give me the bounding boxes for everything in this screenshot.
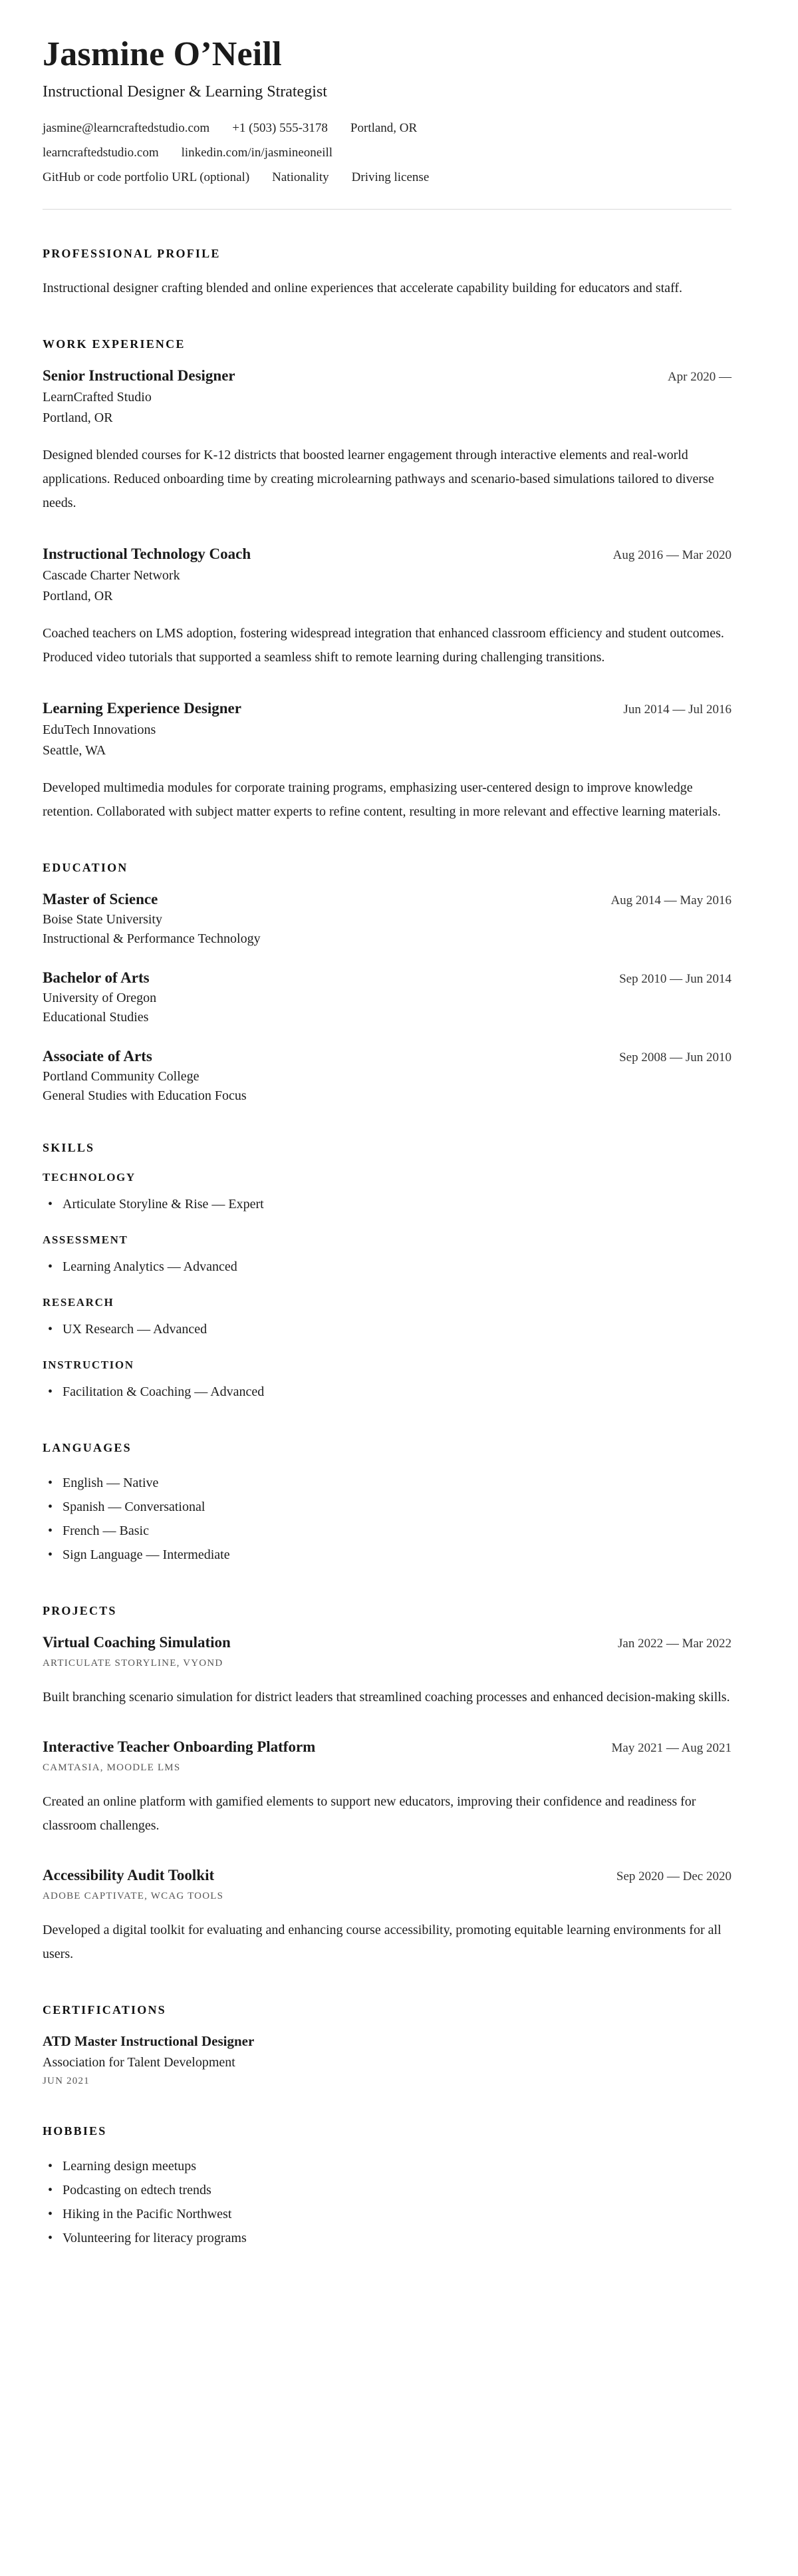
education-entry-head [43, 969, 732, 987]
education-entry [43, 1048, 732, 1104]
hobby-item: • Hiking in the Pacific Northwest [43, 2202, 732, 2226]
language-item: • Spanish — Conversational [43, 1495, 732, 1519]
job-entry-head [43, 367, 732, 385]
skill-item: • Facilitation & Coaching — Advanced [43, 1380, 732, 1404]
project-date: May 2021 — Aug 2021 [611, 1741, 732, 1755]
job-company: EduTech Innovations [43, 723, 156, 737]
field-of-study: Educational Studies [43, 1010, 149, 1025]
job-description: Coached teachers on LMS adoption, fostering widespread integration that enhanced classroom efficiency and student outcomes. Produced video tutorials that supported a seamless shift to remote learning during challenging transitions. [43, 626, 724, 665]
project-description: Developed a digital toolkit for evaluating and enhancing course accessibility, promoting equitable learning environments for all users. [43, 1923, 722, 1961]
degree-title: Associate of Arts [43, 1048, 152, 1064]
project-tools: ARTICULATE STORYLINE, VYOND [43, 1658, 223, 1669]
contact-location: Portland, OR [350, 121, 418, 135]
education-entry [43, 969, 732, 1025]
skill-item: • Articulate Storyline & Rise — Expert [43, 1192, 732, 1216]
project-entry-head [43, 1738, 732, 1756]
education-entry [43, 891, 732, 947]
project-entry-head [43, 1867, 732, 1884]
hobby-item: • Learning design meetups [43, 2154, 732, 2178]
contact-email: jasmine@learncraftedstudio.com [43, 121, 210, 135]
contact-phone: +1 (503) 555-3178 [232, 121, 328, 135]
certification-title: ATD Master Instructional Designer [43, 2033, 255, 2049]
profile-text: Instructional designer crafting blended and online experiences that accelerate capability building for educators and staff. [43, 281, 683, 295]
contact-driving-license-placeholder: Driving license [351, 170, 430, 184]
contact-website: learncraftedstudio.com [43, 146, 159, 160]
skill-group [43, 1233, 732, 1279]
certification-org: Association for Talent Development [43, 2055, 235, 2070]
hobby-item: • Volunteering for literacy programs [43, 2226, 732, 2250]
language-item: • English — Native [43, 1471, 732, 1495]
project-entry [43, 1867, 732, 1966]
section-heading-work: WORK EXPERIENCE [43, 337, 186, 351]
job-company: LearnCrafted Studio [43, 390, 152, 404]
skill-group [43, 1296, 732, 1341]
section-work-experience [43, 337, 732, 824]
skill-group-name: TECHNOLOGY [43, 1171, 136, 1184]
skill-list [43, 1192, 732, 1216]
section-heading-languages: LANGUAGES [43, 1441, 132, 1454]
project-date: Jan 2022 — Mar 2022 [618, 1637, 732, 1651]
candidate-name: Jasmine O’Neill [43, 35, 282, 73]
job-title: Learning Experience Designer [43, 700, 241, 717]
job-title: Senior Instructional Designer [43, 367, 235, 384]
language-item: • French — Basic [43, 1519, 732, 1543]
language-list [43, 1471, 732, 1567]
contact-portfolio-placeholder: GitHub or code portfolio URL (optional) [43, 170, 250, 184]
job-entry [43, 700, 732, 824]
section-heading-education: EDUCATION [43, 861, 128, 874]
project-tools: CAMTASIA, MOODLE LMS [43, 1762, 181, 1773]
skill-list [43, 1255, 732, 1279]
education-date: Sep 2010 — Jun 2014 [619, 972, 732, 986]
resume-header [43, 35, 732, 210]
skill-group-name: ASSESSMENT [43, 1233, 128, 1246]
contact-row-3 [43, 170, 732, 185]
project-entry [43, 1634, 732, 1709]
section-profile [43, 247, 732, 300]
language-item: • Sign Language — Intermediate [43, 1543, 732, 1567]
skill-item: • UX Research — Advanced [43, 1317, 732, 1341]
school-name: Boise State University [43, 912, 162, 927]
contact-linkedin: linkedin.com/in/jasmineoneill [181, 146, 333, 160]
project-entry-head [43, 1634, 732, 1651]
job-location: Portland, OR [43, 589, 113, 603]
job-date: Apr 2020 — [667, 370, 732, 384]
hobby-list [43, 2154, 732, 2250]
job-date: Jun 2014 — Jul 2016 [623, 703, 732, 717]
section-certifications [43, 2003, 732, 2087]
certification-date: JUN 2021 [43, 2076, 90, 2086]
education-entry-head [43, 1048, 732, 1065]
hobby-item: • Podcasting on edtech trends [43, 2178, 732, 2202]
degree-title: Master of Science [43, 891, 158, 907]
contact-nationality-placeholder: Nationality [272, 170, 329, 184]
skill-list [43, 1380, 732, 1404]
education-entry-head [43, 891, 732, 908]
certification-entry [43, 2033, 732, 2087]
section-heading-projects: PROJECTS [43, 1604, 117, 1617]
section-projects [43, 1604, 732, 1966]
skill-item: • Learning Analytics — Advanced [43, 1255, 732, 1279]
section-heading-profile: PROFESSIONAL PROFILE [43, 247, 221, 260]
job-location: Seattle, WA [43, 743, 106, 758]
contact-row-1 [43, 121, 732, 136]
project-title: Virtual Coaching Simulation [43, 1634, 231, 1651]
job-date: Aug 2016 — Mar 2020 [612, 548, 732, 562]
degree-title: Bachelor of Arts [43, 969, 150, 986]
contact-row-2 [43, 146, 732, 160]
skill-group-name: INSTRUCTION [43, 1359, 134, 1371]
education-date: Sep 2008 — Jun 2010 [619, 1050, 732, 1064]
section-education [43, 861, 732, 1104]
skill-group [43, 1171, 732, 1216]
school-name: Portland Community College [43, 1069, 200, 1084]
job-entry-head [43, 700, 732, 717]
section-heading-certifications: CERTIFICATIONS [43, 2003, 166, 2016]
skill-group-name: RESEARCH [43, 1296, 114, 1309]
job-description: Developed multimedia modules for corporate training programs, emphasizing user-centered design to improve knowledge retention. Collaborated with subject matter experts to refine content, resulting in more relevant and effective learning materials. [43, 780, 721, 819]
skill-group [43, 1359, 732, 1404]
candidate-title: Instructional Designer & Learning Strategist [43, 83, 327, 100]
job-company: Cascade Charter Network [43, 568, 180, 583]
project-tools: ADOBE CAPTIVATE, WCAG TOOLS [43, 1891, 224, 1901]
project-date: Sep 2020 — Dec 2020 [616, 1869, 732, 1883]
job-title: Instructional Technology Coach [43, 546, 251, 562]
school-name: University of Oregon [43, 991, 157, 1005]
job-entry-head [43, 546, 732, 563]
section-heading-skills: SKILLS [43, 1141, 95, 1154]
education-date: Aug 2014 — May 2016 [610, 893, 732, 907]
job-location: Portland, OR [43, 410, 113, 425]
project-title: Interactive Teacher Onboarding Platform [43, 1738, 316, 1755]
section-skills [43, 1141, 732, 1404]
project-description: Created an online platform with gamified elements to support new educators, improving their confidence and readiness for classroom challenges. [43, 1794, 696, 1833]
job-entry [43, 367, 732, 515]
skill-list [43, 1317, 732, 1341]
job-description: Designed blended courses for K-12 districts that boosted learner engagement through interactive elements and real-world applications. Reduced onboarding time by creating microlearning pathways and scenario-based simulations tailored to diverse needs. [43, 448, 714, 510]
job-entry [43, 546, 732, 669]
project-title: Accessibility Audit Toolkit [43, 1867, 215, 1883]
header-divider [43, 209, 732, 210]
section-heading-hobbies: HOBBIES [43, 2124, 107, 2138]
field-of-study: General Studies with Education Focus [43, 1088, 247, 1103]
field-of-study: Instructional & Performance Technology [43, 931, 261, 946]
section-languages [43, 1441, 732, 1567]
project-description: Built branching scenario simulation for district leaders that streamlined coaching processes and enhanced decision-making skills. [43, 1690, 730, 1704]
section-hobbies [43, 2124, 732, 2250]
project-entry [43, 1738, 732, 1838]
